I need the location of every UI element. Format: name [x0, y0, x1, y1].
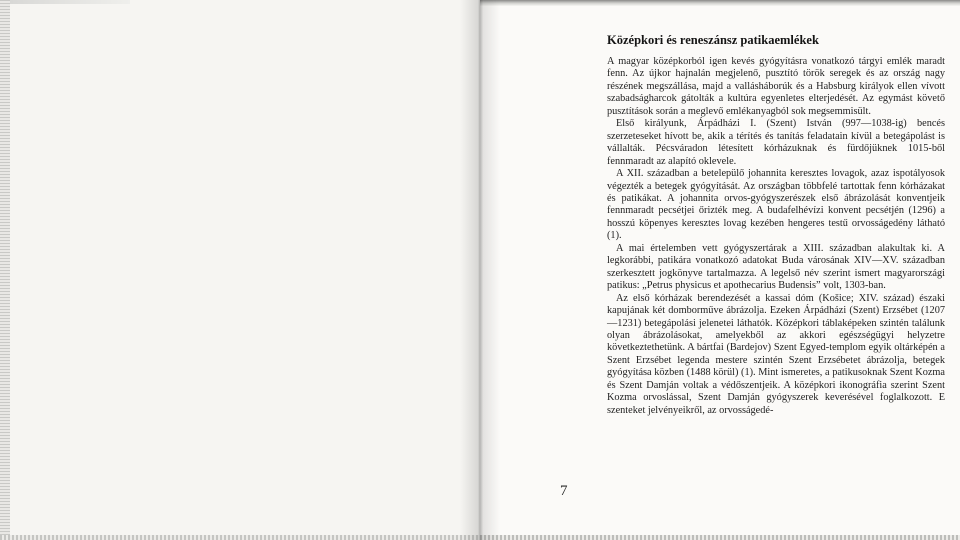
page-number: 7: [560, 483, 568, 499]
page-title: Középkori és reneszánsz patikaemlékek: [607, 33, 819, 47]
left-bottom-edge: [0, 535, 480, 540]
left-top-edge: [10, 0, 130, 4]
book-gutter: [460, 0, 500, 540]
paragraph: A magyar középkorból igen kevés gyógyításra vonatkozó tárgyi emlék maradt fenn. Az újkor hajnalán megjelenő, pusztító török seregek és az ország nagy részének megszállása, majd a vallásháborúk és a Habsburg királyok ellen vívott szabadságharcok gátolták a kultúra egyenletes elterjedését. Az egymást követő pusztítások során a meglevő emlékanyagból sok megsemmisült.: [607, 56, 945, 117]
paragraph: A mai értelemben vett gyógyszertárak a XIII. században alakultak ki. A legkorábbi, patikára vonatkozó adatokat Buda városának XIV—XV. században szerkesztett jogkönyve tartalmazza. A legelső név szerint ismert magyarországi patikus: „Petrus physicus et apothecarius Budensis” volt, 1303-ban.: [607, 242, 945, 292]
right-top-edge: [480, 0, 960, 6]
page-text-block: [607, 32, 945, 417]
paragraph: Az első kórházak berendezését a kassai dóm (Košice; XIV. század) északi kapujának két domborműve ábrázolja. Ezeken Árpádházi (Szent) Erzsébet (1207—1231) betegápolási jelenetei láthatók. Középkori táblaképeken szintén találunk olyan ábrázolásokat, amelyekből az akkori egészségügyi helyzetre következtethetünk. A bártfai (Bardejov) Szent Egyed-templom egyik oltárképén a Szent Erzsébet legenda mestere szintén Szent Erzsébetet ábrázolja, betegek gyógyítása közben (1488 körül) (1). Mint ismeretes, a patikusoknak Szent Kozma és Szent Damján voltak a védőszentjeik. A középkori ikonográfia szerint Szent Kozma orvoslással, Szent Damján gyógyszerek keverésével foglalkozott. E szenteket jelvényeikről, az orvosságedé-: [607, 292, 945, 416]
right-bottom-edge: [480, 535, 960, 540]
left-page-edge: [0, 0, 10, 540]
paragraph: A XII. században a betelepülő johannita keresztes lovagok, azaz ispotályosok végezték a betegek gyógyítását. Az országban többfelé tartottak fenn kórházakat és patikákat. A johannita orvos-gyógyszerészek első ábrázolását konventjeik fennmaradt pecsétjei őrizték meg. A budafelhévízi konvent pecsétjén (1296) a hosszú köpenyes keresztes lovag kezében hengeres testű orvosságedény látható (1).: [607, 168, 945, 242]
body-text: [607, 56, 945, 417]
paragraph: Első királyunk, Árpádházi I. (Szent) István (997—1038-ig) bencés szerzeteseket hívott be, akik a térítés és tanítás feladatain kívül a betegápolást is vállalták. Pécsváradon létesített kórházuknak és fürdőjüknek 1015-ből fennmaradt az alapító oklevele.: [607, 118, 945, 167]
